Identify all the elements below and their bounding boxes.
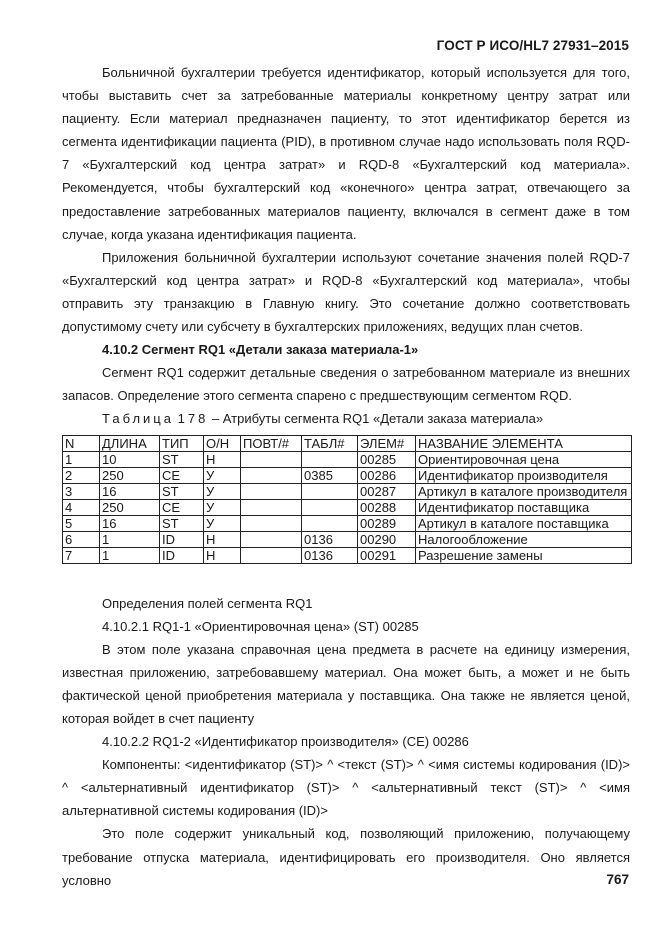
header-length: ДЛИНА	[100, 435, 160, 451]
cell-element: 00287	[358, 483, 416, 499]
cell-table	[302, 451, 358, 467]
cell-opt: У	[204, 467, 241, 483]
field-1-text: В этом поле указана справочная цена предмета в расчете на единицу измерения, известная приложению, затребовавшему материал. Она может быть, а может и не быть фактической ценой приобретения материала у поставщика. Она также не является ценой, которая войдет в счет пациенту	[62, 641, 630, 726]
cell-n: 1	[63, 451, 100, 467]
cell-opt: У	[204, 499, 241, 515]
field-2-text: Это поле содержит уникальный код, позволяющий приложению, получающему требование отпуска материала, идентифицировать его производителя. Оно является условно	[62, 826, 630, 888]
page-content	[62, 61, 630, 892]
table-spacer	[62, 564, 630, 592]
header-type: ТИП	[160, 435, 204, 451]
table-caption-title: Атрибуты сегмента RQ1 «Детали заказа материала»	[222, 411, 544, 427]
cell-table	[302, 499, 358, 515]
cell-repeat	[241, 499, 302, 515]
cell-element: 00288	[358, 499, 416, 515]
cell-repeat	[241, 451, 302, 467]
header-element-name: НАЗВАНИЕ ЭЛЕМЕНТА	[416, 435, 632, 451]
cell-element-name: Идентификатор производителя	[416, 467, 632, 483]
table-row	[63, 483, 632, 499]
cell-n: 7	[63, 547, 100, 563]
paragraph-accounting-applications: Приложения больничной бухгалтерии используют сочетание значения полей RQD-7 «Бухгалтерский код центра затрат» и RQD-8 «Бухгалтерский код материала», чтобы отправить эту транзакцию в Главную книгу. Это сочетание должно соответствовать допустимому счету или субсчету в бухгалтерских приложениях, ведущих план счетов.	[62, 249, 630, 335]
cell-opt: У	[204, 515, 241, 531]
cell-length: 250	[100, 467, 160, 483]
header-opt: О/Н	[204, 435, 241, 451]
cell-opt: Н	[204, 531, 241, 547]
cell-element-name: Ориентировочная цена	[416, 451, 632, 467]
table-caption	[62, 407, 630, 430]
table-row	[63, 531, 632, 547]
definitions-title: Определения полей сегмента RQ1	[102, 595, 313, 611]
cell-n: 3	[63, 483, 100, 499]
header-element: ЭЛЕМ#	[358, 435, 416, 451]
cell-repeat	[241, 515, 302, 531]
cell-length: 1	[100, 531, 160, 547]
cell-table	[302, 483, 358, 499]
table-row	[63, 547, 632, 563]
cell-element: 00291	[358, 547, 416, 563]
cell-length: 1	[100, 547, 160, 563]
cell-type: ID	[160, 547, 204, 563]
cell-element: 00290	[358, 531, 416, 547]
cell-type: ST	[160, 515, 204, 531]
cell-length: 250	[100, 499, 160, 515]
cell-repeat	[241, 483, 302, 499]
cell-type: CE	[160, 499, 204, 515]
cell-element-name: Налогообложение	[416, 531, 632, 547]
cell-n: 5	[63, 515, 100, 531]
cell-table	[302, 515, 358, 531]
cell-length: 16	[100, 515, 160, 531]
paragraph-accounting-identifier: Больничной бухгалтерии требуется идентификатор, который используется для того, чтобы выставить счет за затребованные материалы конкретному центру затрат или пациенту. Если материал предназначен пациенту, то этот идентификатор берется из сегмента идентификации пациента (PID), в противном случае надо использовать поля RQD-7 «Бухгалтерский код центра затрат» и RQD-8 «Бухгалтерский код материала». Рекомендуется, чтобы бухгалтерский код «конечного» центра затрат, отвечающего за предоставление затребованных материалов пациенту, включался в сегмент даже в том случае, когда указана идентификация пациента.	[62, 65, 630, 242]
table-row	[63, 467, 632, 483]
cell-repeat	[241, 547, 302, 563]
cell-repeat	[241, 467, 302, 483]
table-row	[63, 515, 632, 531]
field-1-heading: 4.10.2.1 RQ1-1 «Ориентировочная цена» (ST) 00285	[102, 618, 419, 634]
paragraph-rq1-description: Сегмент RQ1 содержит детальные сведения о затребованном материале из внешних запасов. Определение этого сегмента спарено с предшествующим сегментом RQD.	[62, 365, 630, 404]
cell-length: 16	[100, 483, 160, 499]
section-heading-rq1: 4.10.2 Сегмент RQ1 «Детали заказа материала-1»	[102, 342, 419, 358]
cell-n: 2	[63, 467, 100, 483]
cell-element-name: Идентификатор поставщика	[416, 499, 632, 515]
field-2-components: Компоненты: <идентификатор (ST)> ^ <текст (ST)> ^ <имя системы кодирования (ID)> ^ <альтернативный идентификатор (ST)> ^ <альтернативный текст (ST)> ^ <имя альтернативной системы кодирования (ID)>	[62, 757, 630, 819]
cell-table: 0136	[302, 531, 358, 547]
cell-element-name: Артикул в каталоге поставщика	[416, 515, 632, 531]
cell-type: ST	[160, 483, 204, 499]
cell-table: 0385	[302, 467, 358, 483]
cell-element: 00286	[358, 467, 416, 483]
table-caption-number: 178	[177, 411, 209, 427]
cell-n: 4	[63, 499, 100, 515]
cell-element-name: Артикул в каталоге производителя	[416, 483, 632, 499]
cell-length: 10	[100, 451, 160, 467]
header-repeat: ПОВТ/#	[241, 435, 302, 451]
page-number: 767	[606, 872, 629, 887]
document-standard-header: ГОСТ Р ИСО/HL7 27931–2015	[436, 38, 629, 53]
cell-type: CE	[160, 467, 204, 483]
cell-opt: У	[204, 483, 241, 499]
cell-n: 6	[63, 531, 100, 547]
cell-opt: Н	[204, 451, 241, 467]
cell-element: 00289	[358, 515, 416, 531]
rq1-attributes-table	[62, 435, 632, 564]
table-row	[63, 451, 632, 467]
cell-element: 00285	[358, 451, 416, 467]
cell-opt: Н	[204, 547, 241, 563]
header-table: ТАБЛ#	[302, 435, 358, 451]
cell-type: ID	[160, 531, 204, 547]
cell-repeat	[241, 531, 302, 547]
header-n: N	[63, 435, 100, 451]
table-caption-word: Таблица	[102, 411, 174, 427]
field-2-heading: 4.10.2.2 RQ1-2 «Идентификатор производителя» (CE) 00286	[102, 734, 469, 750]
cell-table: 0136	[302, 547, 358, 563]
cell-type: ST	[160, 451, 204, 467]
cell-element-name: Разрешение замены	[416, 547, 632, 563]
table-caption-dash: –	[211, 411, 220, 427]
table-header-row	[63, 435, 632, 451]
table-row	[63, 499, 632, 515]
